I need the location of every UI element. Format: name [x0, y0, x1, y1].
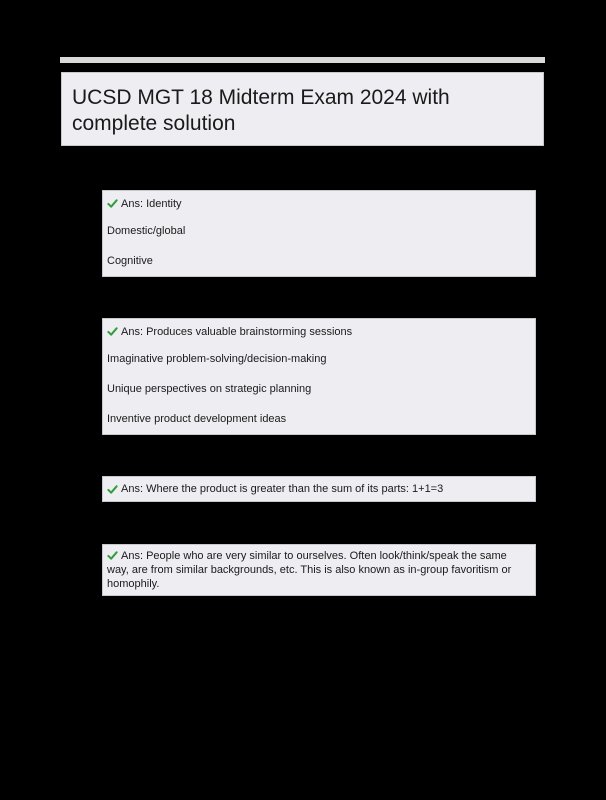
correct-answer-row: [103, 319, 535, 344]
header-divider: [60, 57, 545, 63]
checkmark-icon: [107, 550, 118, 561]
option-row: Unique perspectives on strategic planning: [107, 383, 312, 395]
correct-answer-row: [103, 191, 535, 216]
checkmark-icon: [107, 198, 118, 209]
answer-text: Ans: Where the product is greater than the sum of its parts: 1+1=3: [121, 483, 444, 495]
correct-answer-row: [103, 545, 535, 595]
checkmark-icon: [107, 484, 118, 495]
correct-answer-row: [103, 477, 535, 501]
title-box: [61, 72, 544, 146]
option-row: Inventive product development ideas: [107, 413, 287, 425]
answer-block-3: [102, 476, 536, 502]
answer-text: Ans: People who are very similar to ourselves. Often look/think/speak the same way, are from similar backgrounds, etc. This is also known as in-group favoritism or homophily.: [107, 550, 512, 590]
option-row: Imaginative problem-solving/decision-making: [107, 353, 327, 365]
document-title: UCSD MGT 18 Midterm Exam 2024 with complete solution: [72, 86, 450, 135]
answer-block-4: [102, 544, 536, 596]
option-row: Domestic/global: [107, 225, 186, 237]
checkmark-icon: [107, 326, 118, 337]
answer-block-2: [102, 318, 536, 435]
answer-text: Ans: Produces valuable brainstorming sessions: [121, 325, 353, 338]
answer-text: Ans: Identity: [121, 197, 182, 210]
answer-block-1: [102, 190, 536, 277]
option-row: Cognitive: [107, 255, 153, 267]
